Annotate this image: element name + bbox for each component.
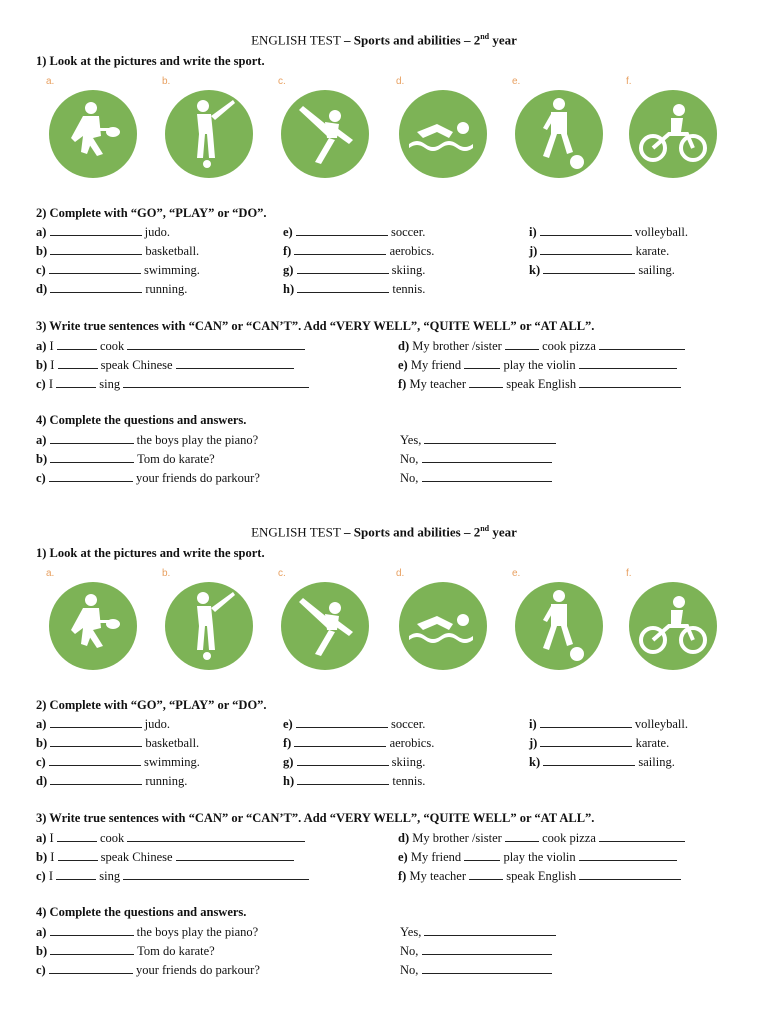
answer-start: No, bbox=[400, 452, 419, 466]
answer-blank[interactable] bbox=[50, 924, 134, 936]
answer-blank[interactable] bbox=[540, 716, 632, 728]
item-subject: My teacher bbox=[409, 869, 467, 883]
answer-blank[interactable] bbox=[49, 754, 141, 766]
sport-icon-tile bbox=[386, 560, 498, 672]
answer-blank[interactable] bbox=[505, 338, 539, 350]
item-letter: b) bbox=[36, 452, 48, 466]
answer-start: Yes, bbox=[400, 925, 422, 939]
answer-blank[interactable] bbox=[50, 735, 142, 747]
question-4-heading: 4) Complete the questions and answers. bbox=[36, 905, 247, 919]
tennis-player-icon bbox=[44, 88, 142, 180]
answer-blank[interactable] bbox=[422, 470, 552, 482]
item-letter: d) bbox=[398, 831, 410, 845]
q3-item bbox=[398, 849, 677, 865]
answer-blank[interactable] bbox=[469, 868, 503, 880]
answer-blank[interactable] bbox=[57, 830, 97, 842]
answer-blank[interactable] bbox=[424, 924, 556, 936]
title-sup: nd bbox=[480, 524, 490, 533]
question-3-heading: 3) Write true sentences with “CAN” or “CAN’T”. Add “VERY WELL”, “QUITE WELL” or “AT ALL”. bbox=[36, 811, 595, 825]
answer-blank[interactable] bbox=[296, 224, 388, 236]
sport-icon-tile bbox=[152, 560, 264, 672]
q3-item bbox=[398, 376, 681, 392]
answer-blank[interactable] bbox=[599, 338, 685, 350]
answer-blank[interactable] bbox=[579, 357, 677, 369]
icon-letter: c. bbox=[278, 76, 286, 87]
test-title bbox=[0, 524, 768, 540]
answer-blank[interactable] bbox=[464, 849, 500, 861]
q2-item bbox=[36, 224, 170, 240]
q3-item bbox=[36, 376, 309, 392]
item-text: the boys play the piano? bbox=[136, 433, 259, 447]
answer-blank[interactable] bbox=[540, 735, 632, 747]
golfer-icon bbox=[160, 88, 258, 180]
icon-letter: d. bbox=[396, 76, 405, 87]
item-text: Tom do karate? bbox=[137, 944, 215, 958]
item-subject: My teacher bbox=[409, 377, 467, 391]
item-letter: h) bbox=[283, 774, 295, 788]
item-letter: d) bbox=[36, 774, 48, 788]
item-letter: c) bbox=[36, 471, 46, 485]
answer-blank[interactable] bbox=[58, 849, 98, 861]
icon-letter: a. bbox=[46, 76, 55, 87]
sport-icon-tile bbox=[152, 68, 264, 180]
sport-icon-tile bbox=[502, 68, 614, 180]
answer-blank[interactable] bbox=[57, 338, 97, 350]
q2-item bbox=[529, 716, 688, 732]
icon-letter: e. bbox=[512, 568, 521, 579]
item-text: cook pizza bbox=[542, 831, 596, 845]
icon-letter: b. bbox=[162, 568, 171, 579]
answer-start: No, bbox=[400, 944, 419, 958]
item-subject: I bbox=[50, 358, 55, 372]
sport-icon-tile bbox=[36, 68, 148, 180]
test-copy-2 bbox=[0, 524, 768, 1014]
item-text: basketball. bbox=[145, 736, 200, 750]
item-text: basketball. bbox=[145, 244, 200, 258]
answer-blank[interactable] bbox=[176, 849, 294, 861]
q4-item bbox=[36, 962, 260, 978]
item-letter: c) bbox=[36, 263, 46, 277]
cyclist-icon bbox=[624, 580, 722, 672]
item-text: judo. bbox=[144, 717, 171, 731]
q2-item bbox=[283, 773, 425, 789]
q2-item bbox=[529, 754, 675, 770]
answer-blank[interactable] bbox=[294, 243, 386, 255]
item-letter: h) bbox=[283, 282, 295, 296]
item-text: cook bbox=[99, 831, 125, 845]
q4-answer bbox=[400, 943, 552, 959]
item-letter: f) bbox=[398, 377, 407, 391]
q2-item bbox=[36, 281, 187, 297]
swimmer-icon bbox=[394, 88, 492, 180]
item-letter: f) bbox=[283, 736, 292, 750]
answer-blank[interactable] bbox=[540, 243, 632, 255]
q2-item bbox=[36, 754, 200, 770]
answer-blank[interactable] bbox=[422, 943, 552, 955]
q3-item bbox=[398, 357, 677, 373]
answer-blank[interactable] bbox=[56, 376, 96, 388]
item-text: running. bbox=[145, 282, 188, 296]
item-letter: a) bbox=[36, 831, 47, 845]
item-letter: e) bbox=[398, 358, 408, 372]
item-letter: e) bbox=[398, 850, 408, 864]
item-text: volleyball. bbox=[634, 717, 689, 731]
q2-item bbox=[36, 735, 199, 751]
item-subject: I bbox=[50, 850, 55, 864]
item-text: your friends do parkour? bbox=[135, 471, 260, 485]
question-2-heading: 2) Complete with “GO”, “PLAY” or “DO”. bbox=[36, 698, 267, 712]
answer-blank[interactable] bbox=[297, 281, 389, 293]
answer-blank[interactable] bbox=[599, 830, 685, 842]
q3-item bbox=[36, 868, 309, 884]
test-title bbox=[0, 32, 768, 48]
item-text: sing bbox=[99, 869, 121, 883]
item-text: speak Chinese bbox=[100, 850, 173, 864]
item-subject: My friend bbox=[410, 850, 462, 864]
item-text: sailing. bbox=[638, 263, 675, 277]
item-subject: I bbox=[49, 339, 54, 353]
item-text: aerobics. bbox=[389, 244, 435, 258]
q4-answer bbox=[400, 451, 552, 467]
item-letter: a) bbox=[36, 433, 47, 447]
item-subject: My friend bbox=[410, 358, 462, 372]
answer-blank[interactable] bbox=[50, 224, 142, 236]
answer-blank[interactable] bbox=[422, 962, 552, 974]
soccer-player-icon bbox=[510, 580, 608, 672]
item-letter: b) bbox=[36, 736, 48, 750]
q2-item bbox=[529, 735, 669, 751]
item-text: swimming. bbox=[143, 755, 200, 769]
q2-item bbox=[283, 224, 425, 240]
item-text: sing bbox=[99, 377, 121, 391]
item-text: judo. bbox=[144, 225, 171, 239]
answer-blank[interactable] bbox=[58, 357, 98, 369]
answer-blank[interactable] bbox=[464, 357, 500, 369]
item-letter: b) bbox=[36, 850, 48, 864]
question-4-heading: 4) Complete the questions and answers. bbox=[36, 413, 247, 427]
item-text: tennis. bbox=[392, 774, 426, 788]
item-letter: a) bbox=[36, 339, 47, 353]
item-text: play the violin bbox=[503, 850, 576, 864]
sport-icon-tile bbox=[616, 68, 728, 180]
q2-item bbox=[529, 224, 688, 240]
item-text: your friends do parkour? bbox=[135, 963, 260, 977]
title-end: year bbox=[489, 524, 517, 540]
item-text: volleyball. bbox=[634, 225, 689, 239]
answer-blank[interactable] bbox=[50, 451, 134, 463]
answer-blank[interactable] bbox=[50, 773, 142, 785]
item-text: swimming. bbox=[143, 263, 200, 277]
item-letter: i) bbox=[529, 717, 537, 731]
sport-icon-tile bbox=[268, 68, 380, 180]
question-1-heading: 1) Look at the pictures and write the sport. bbox=[36, 546, 265, 560]
answer-blank[interactable] bbox=[424, 432, 556, 444]
item-text: tennis. bbox=[392, 282, 426, 296]
item-text: soccer. bbox=[390, 225, 426, 239]
answer-blank[interactable] bbox=[176, 357, 294, 369]
q2-item bbox=[283, 262, 425, 278]
question-1-heading: 1) Look at the pictures and write the sport. bbox=[36, 54, 265, 68]
answer-blank[interactable] bbox=[543, 262, 635, 274]
answer-blank[interactable] bbox=[543, 754, 635, 766]
answer-blank[interactable] bbox=[297, 262, 389, 274]
item-text: play the violin bbox=[503, 358, 576, 372]
icon-letter: f. bbox=[626, 568, 632, 579]
answer-blank[interactable] bbox=[469, 376, 503, 388]
answer-start: No, bbox=[400, 471, 419, 485]
item-text: speak English bbox=[506, 869, 577, 883]
answer-blank[interactable] bbox=[540, 224, 632, 236]
item-letter: a) bbox=[36, 925, 47, 939]
q4-item bbox=[36, 432, 258, 448]
item-text: speak Chinese bbox=[100, 358, 173, 372]
item-letter: b) bbox=[36, 244, 48, 258]
karate-kick-icon bbox=[276, 580, 374, 672]
item-text: speak English bbox=[506, 377, 577, 391]
item-letter: c) bbox=[36, 869, 46, 883]
icon-letter: d. bbox=[396, 568, 405, 579]
swimmer-icon bbox=[394, 580, 492, 672]
item-letter: c) bbox=[36, 377, 46, 391]
item-letter: e) bbox=[283, 717, 293, 731]
item-letter: j) bbox=[529, 244, 538, 258]
q3-item bbox=[398, 338, 685, 354]
item-text: cook pizza bbox=[542, 339, 596, 353]
item-text: soccer. bbox=[390, 717, 426, 731]
title-rest: – Sports and abilities – 2 bbox=[340, 32, 481, 48]
golfer-icon bbox=[160, 580, 258, 672]
tennis-player-icon bbox=[44, 580, 142, 672]
answer-blank[interactable] bbox=[50, 243, 142, 255]
icon-letter: f. bbox=[626, 76, 632, 87]
answer-blank[interactable] bbox=[50, 716, 142, 728]
q2-item bbox=[36, 243, 199, 259]
q2-item bbox=[36, 262, 200, 278]
answer-blank[interactable] bbox=[579, 868, 681, 880]
answer-blank[interactable] bbox=[50, 943, 134, 955]
answer-blank[interactable] bbox=[579, 376, 681, 388]
answer-blank[interactable] bbox=[127, 830, 305, 842]
q4-item bbox=[36, 943, 215, 959]
item-letter: d) bbox=[36, 282, 48, 296]
item-letter: k) bbox=[529, 755, 541, 769]
item-letter: c) bbox=[36, 755, 46, 769]
q4-answer bbox=[400, 924, 556, 940]
answer-blank[interactable] bbox=[505, 830, 539, 842]
answer-blank[interactable] bbox=[50, 432, 134, 444]
item-letter: d) bbox=[398, 339, 410, 353]
item-letter: b) bbox=[36, 358, 48, 372]
sport-icon-tile bbox=[386, 68, 498, 180]
cyclist-icon bbox=[624, 88, 722, 180]
title-sup: nd bbox=[480, 32, 490, 41]
item-text: karate. bbox=[635, 244, 670, 258]
q4-item bbox=[36, 924, 258, 940]
q4-item bbox=[36, 451, 215, 467]
q2-item bbox=[283, 716, 425, 732]
answer-start: Yes, bbox=[400, 433, 422, 447]
item-letter: f) bbox=[283, 244, 292, 258]
item-text: Tom do karate? bbox=[137, 452, 215, 466]
q3-item bbox=[36, 830, 305, 846]
item-text: running. bbox=[145, 774, 188, 788]
item-text: skiing. bbox=[391, 755, 426, 769]
item-letter: g) bbox=[283, 263, 294, 277]
item-letter: b) bbox=[36, 944, 48, 958]
item-text: skiing. bbox=[391, 263, 426, 277]
item-subject: I bbox=[49, 831, 54, 845]
answer-blank[interactable] bbox=[127, 338, 305, 350]
q3-item bbox=[398, 830, 685, 846]
q3-item bbox=[36, 338, 305, 354]
q2-item bbox=[283, 754, 425, 770]
q4-item bbox=[36, 470, 260, 486]
item-text: aerobics. bbox=[389, 736, 435, 750]
answer-start: No, bbox=[400, 963, 419, 977]
answer-blank[interactable] bbox=[297, 773, 389, 785]
q4-answer bbox=[400, 470, 552, 486]
answer-blank[interactable] bbox=[50, 281, 142, 293]
item-subject: I bbox=[48, 377, 54, 391]
item-subject: I bbox=[48, 869, 54, 883]
q2-item bbox=[529, 243, 669, 259]
icon-letter: a. bbox=[46, 568, 55, 579]
item-letter: f) bbox=[398, 869, 407, 883]
item-letter: j) bbox=[529, 736, 538, 750]
item-text: sailing. bbox=[638, 755, 675, 769]
answer-blank[interactable] bbox=[123, 868, 309, 880]
answer-blank[interactable] bbox=[297, 754, 389, 766]
item-letter: a) bbox=[36, 717, 47, 731]
answer-blank[interactable] bbox=[123, 376, 309, 388]
soccer-player-icon bbox=[510, 88, 608, 180]
karate-kick-icon bbox=[276, 88, 374, 180]
question-3-heading: 3) Write true sentences with “CAN” or “CAN’T”. Add “VERY WELL”, “QUITE WELL” or “AT ALL”. bbox=[36, 319, 595, 333]
q2-item bbox=[283, 243, 434, 259]
item-letter: e) bbox=[283, 225, 293, 239]
q2-item bbox=[36, 773, 187, 789]
item-text: the boys play the piano? bbox=[136, 925, 259, 939]
answer-blank[interactable] bbox=[422, 451, 552, 463]
item-letter: i) bbox=[529, 225, 537, 239]
answer-blank[interactable] bbox=[49, 962, 133, 974]
title-main: ENGLISH TEST bbox=[251, 524, 341, 540]
q2-item bbox=[36, 716, 170, 732]
answer-blank[interactable] bbox=[49, 470, 133, 482]
q3-item bbox=[36, 849, 294, 865]
item-letter: c) bbox=[36, 963, 46, 977]
q2-item bbox=[283, 281, 425, 297]
answer-blank[interactable] bbox=[294, 735, 386, 747]
sport-icon-tile bbox=[36, 560, 148, 672]
sport-icons-row bbox=[36, 560, 726, 672]
question-2-heading: 2) Complete with “GO”, “PLAY” or “DO”. bbox=[36, 206, 267, 220]
title-end: year bbox=[489, 32, 517, 48]
item-text: cook bbox=[99, 339, 125, 353]
sport-icon-tile bbox=[616, 560, 728, 672]
sport-icon-tile bbox=[268, 560, 380, 672]
item-subject: My brother /sister bbox=[412, 339, 502, 353]
answer-blank[interactable] bbox=[296, 716, 388, 728]
q3-item bbox=[398, 868, 681, 884]
answer-blank[interactable] bbox=[49, 262, 141, 274]
q2-item bbox=[283, 735, 434, 751]
q2-item bbox=[529, 262, 675, 278]
q4-answer bbox=[400, 432, 556, 448]
answer-blank[interactable] bbox=[56, 868, 96, 880]
item-letter: g) bbox=[283, 755, 294, 769]
q4-answer bbox=[400, 962, 552, 978]
icon-letter: e. bbox=[512, 76, 521, 87]
item-subject: My brother /sister bbox=[412, 831, 502, 845]
q3-item bbox=[36, 357, 294, 373]
item-letter: k) bbox=[529, 263, 541, 277]
icon-letter: b. bbox=[162, 76, 171, 87]
test-copy-1 bbox=[0, 32, 768, 507]
sport-icons-row bbox=[36, 68, 726, 180]
title-rest: – Sports and abilities – 2 bbox=[340, 524, 481, 540]
icon-letter: c. bbox=[278, 568, 286, 579]
item-letter: a) bbox=[36, 225, 47, 239]
sport-icon-tile bbox=[502, 560, 614, 672]
title-main: ENGLISH TEST bbox=[251, 32, 341, 48]
answer-blank[interactable] bbox=[579, 849, 677, 861]
item-text: karate. bbox=[635, 736, 670, 750]
